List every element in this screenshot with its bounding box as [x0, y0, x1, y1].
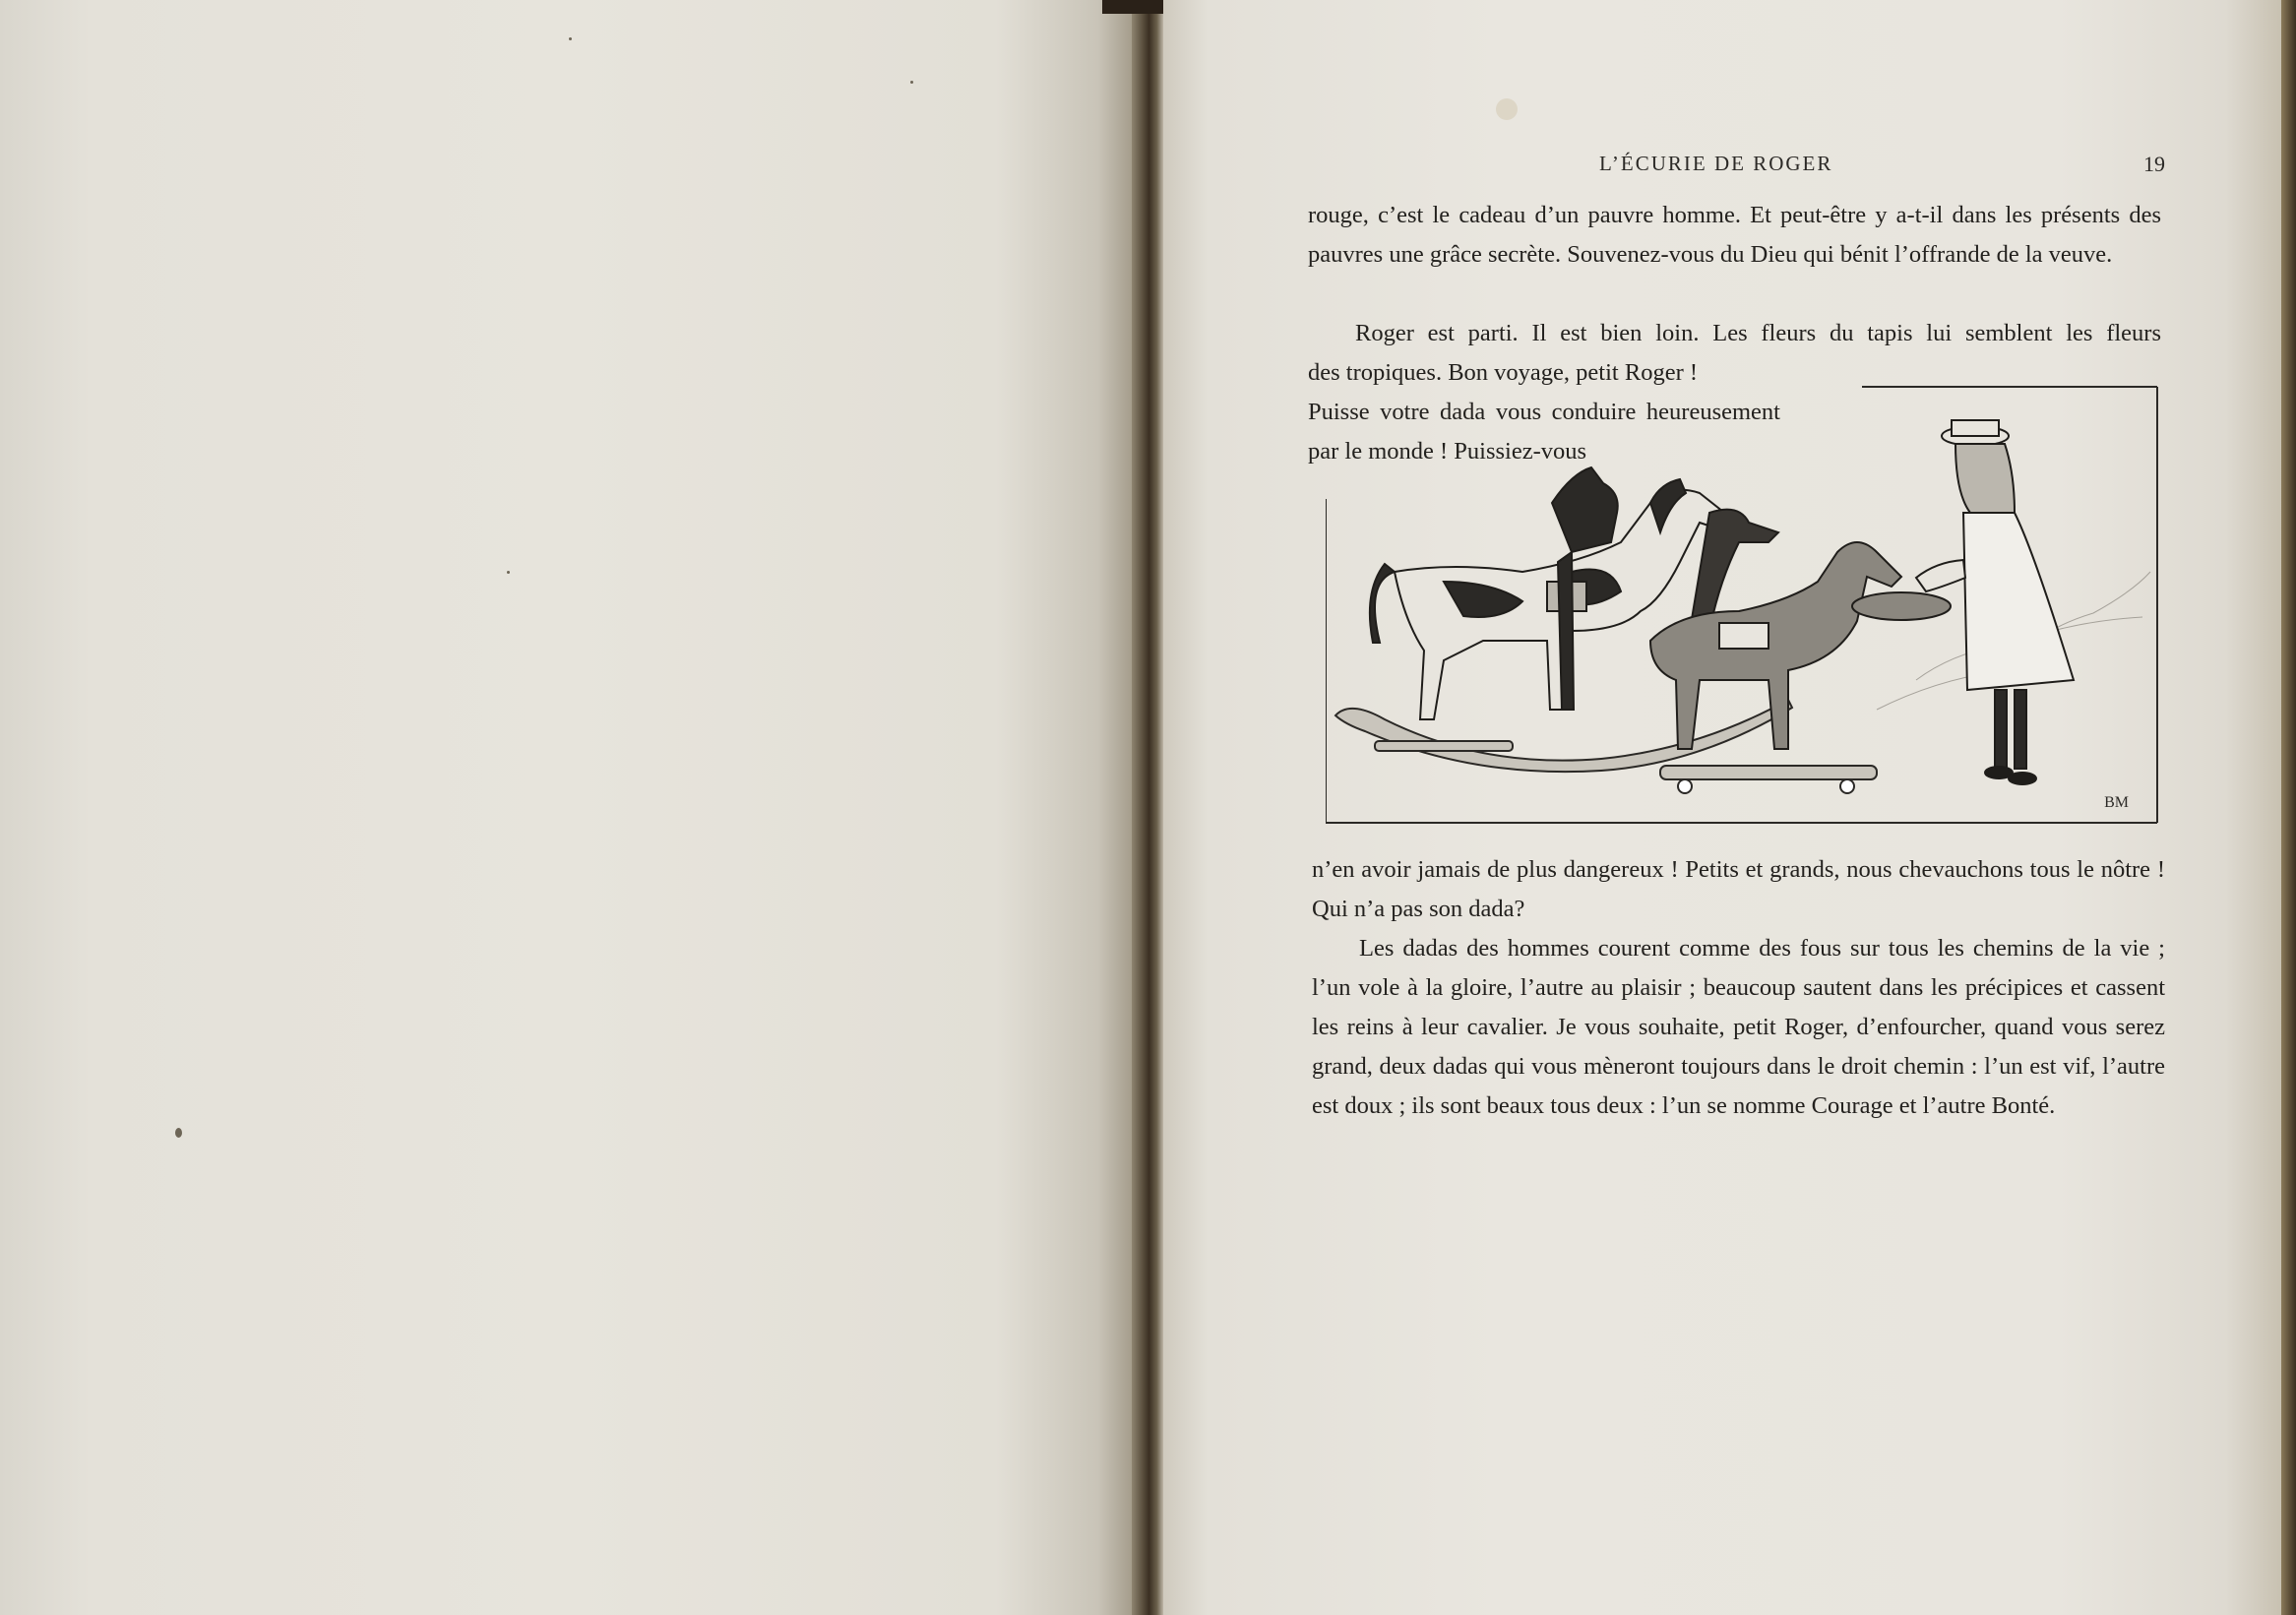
- paragraph-3-wrap: Puisse votre dada vous conduire heureusement par le monde ! Puissiez-vous: [1308, 399, 1780, 465]
- running-title: L’ÉCURIE DE ROGER: [1599, 152, 1833, 175]
- rocking-horses-illustration: [1326, 385, 2158, 824]
- girl-figure: [1852, 420, 2074, 784]
- paragraph-5: Les dadas des hommes courent comme des fous sur tous les chemins de la vie ; l’un vole à la gloire, l’autre au plaisir ; beaucoup sautent dans les précipices et cassent les reins à leur cavalier. Je vous souhaite, petit Roger, d’enfourcher, quand vous serez grand, deux dadas qui vous mèneront toujours dans le droit chemin : l’un est vif, l’autre est doux ; ils sont beaux tous deux : l’un se nomme Courage et l’autre Bonté.: [1312, 935, 2165, 1119]
- artist-signature: BM: [2104, 794, 2129, 811]
- illustration-svg: [1326, 385, 2158, 824]
- rocker-bases: [1335, 700, 1877, 793]
- paragraph-2-line-2: des tropiques. Bon voyage, petit Roger !: [1308, 359, 1699, 386]
- paragraph-4: n’en avoir jamais de plus dangereux ! Petits et grands, nous chevauchons tous le nôtre ! Qui n’a pas son dada?: [1312, 856, 2165, 922]
- paragraph-2-line-1: Roger est parti. Il est bien loin. Les fleurs du tapis lui semblent les fleurs: [1355, 320, 2161, 346]
- foxing-spot: [1496, 98, 1518, 120]
- ink-speck: [507, 571, 510, 574]
- ink-speck: [175, 1128, 182, 1138]
- ink-speck: [910, 81, 913, 84]
- horse-dappled: [1650, 542, 1901, 749]
- ink-speck: [569, 37, 572, 40]
- paragraph-1: rouge, c’est le cadeau d’un pauvre homme. Et peut-être y a-t-il dans les présents des pauvres une grâce secrète. Souvenez-vous du Dieu qui bénit l’offrande de la veuve.: [1308, 202, 2161, 268]
- left-page-blank: [0, 0, 1132, 1615]
- page-edge: [2281, 0, 2296, 1615]
- page-number: 19: [2143, 152, 2165, 176]
- book-gutter: [1132, 0, 1163, 1615]
